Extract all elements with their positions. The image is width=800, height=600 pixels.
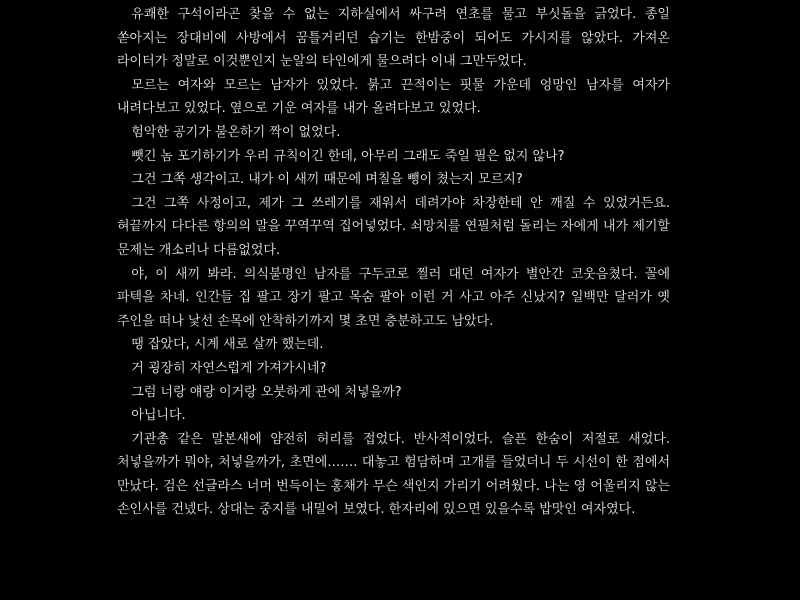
paragraph: 기관총 같은 말본새에 얌전히 허리를 접었다. 반사적이었다. 슬픈 한숨이 저절로 새었다. 처넣을까가 뭐야, 처넣을까가, 초면에……. 대놓고 험담하며 고개를 들었더니 두 시선이 한 점에서 만났다. 검은 선글라스 너머 번득이는 홍채가 무슨 색인지 가리기 어려웠다. 나는 영 어울리지 않는 손인사를 건넸다. 상대는 중지를 내밀어 보였다. 한자리에 있으면 있을수록 밥맛인 여자였다.: [117, 431, 670, 518]
paragraph: 아닙니다.: [131, 408, 186, 424]
paragraph: 땡 잡았다, 시계 새로 살까 했는데.: [131, 337, 324, 353]
paragraph: 그건 그쪽 사정이고, 제가 그 쓰레기를 재워서 데려가야 차장한테 안 깨질 수 있었거든요. 혀끝까지 다다른 항의의 말을 꾸역꾸역 집어넣었다. 쇠망치를 연필처럼 돌리는 자에게 내가 제기할 문제는 개소리나 다름없었다.: [117, 195, 670, 258]
paragraph: 그건 그쪽 생각이고. 내가 이 새끼 때문에 며칠을 뺑이 쳤는지 모르지?: [131, 172, 523, 188]
paragraph: 야, 이 새끼 봐라. 의식불명인 남자를 구두코로 찔러 대던 여자가 별안간 코웃음쳤다. 꼴에 파텍을 차네. 인간들 집 팔고 장기 팔고 목숨 팔아 이런 거 사고 아주 신났지? 일백만 달러가 옛 주인을 떠나 낯선 손목에 안착하기까지 몇 초면 충분하고도 남았다.: [117, 266, 670, 329]
paragraph: 모르는 여자와 모르는 남자가 있었다. 붉고 끈적이는 핏물 가운데 엉망인 남자를 여자가 내려다보고 있었다. 옆으로 기운 여자를 내가 올려다보고 있었다.: [117, 77, 670, 117]
paragraph: 뺏긴 놈 포기하기가 우리 규칙이긴 한데, 아무리 그래도 죽일 필은 없지 않나?: [131, 148, 565, 164]
paragraph: 험악한 공기가 불온하기 짝이 없었다.: [131, 124, 341, 140]
paragraph: 거 굉장히 자연스럽게 가져가시네?: [131, 360, 327, 376]
paragraph: 그럼 너랑 얘랑 이거랑 오붓하게 관에 처넣을까?: [131, 384, 402, 400]
paragraph: 유쾌한 구석이라곤 찾을 수 없는 지하실에서 싸구려 연초를 물고 부싯돌을 긁었다. 종일 쏟아지는 장대비에 사방에서 꿈틀거리던 습기는 한밤중이 되어도 가시지를 않았다. 가져온 라이터가 정말로 이것뿐인지 눈알의 타인에게 물으려다 이내 그만두었다.: [117, 7, 670, 70]
